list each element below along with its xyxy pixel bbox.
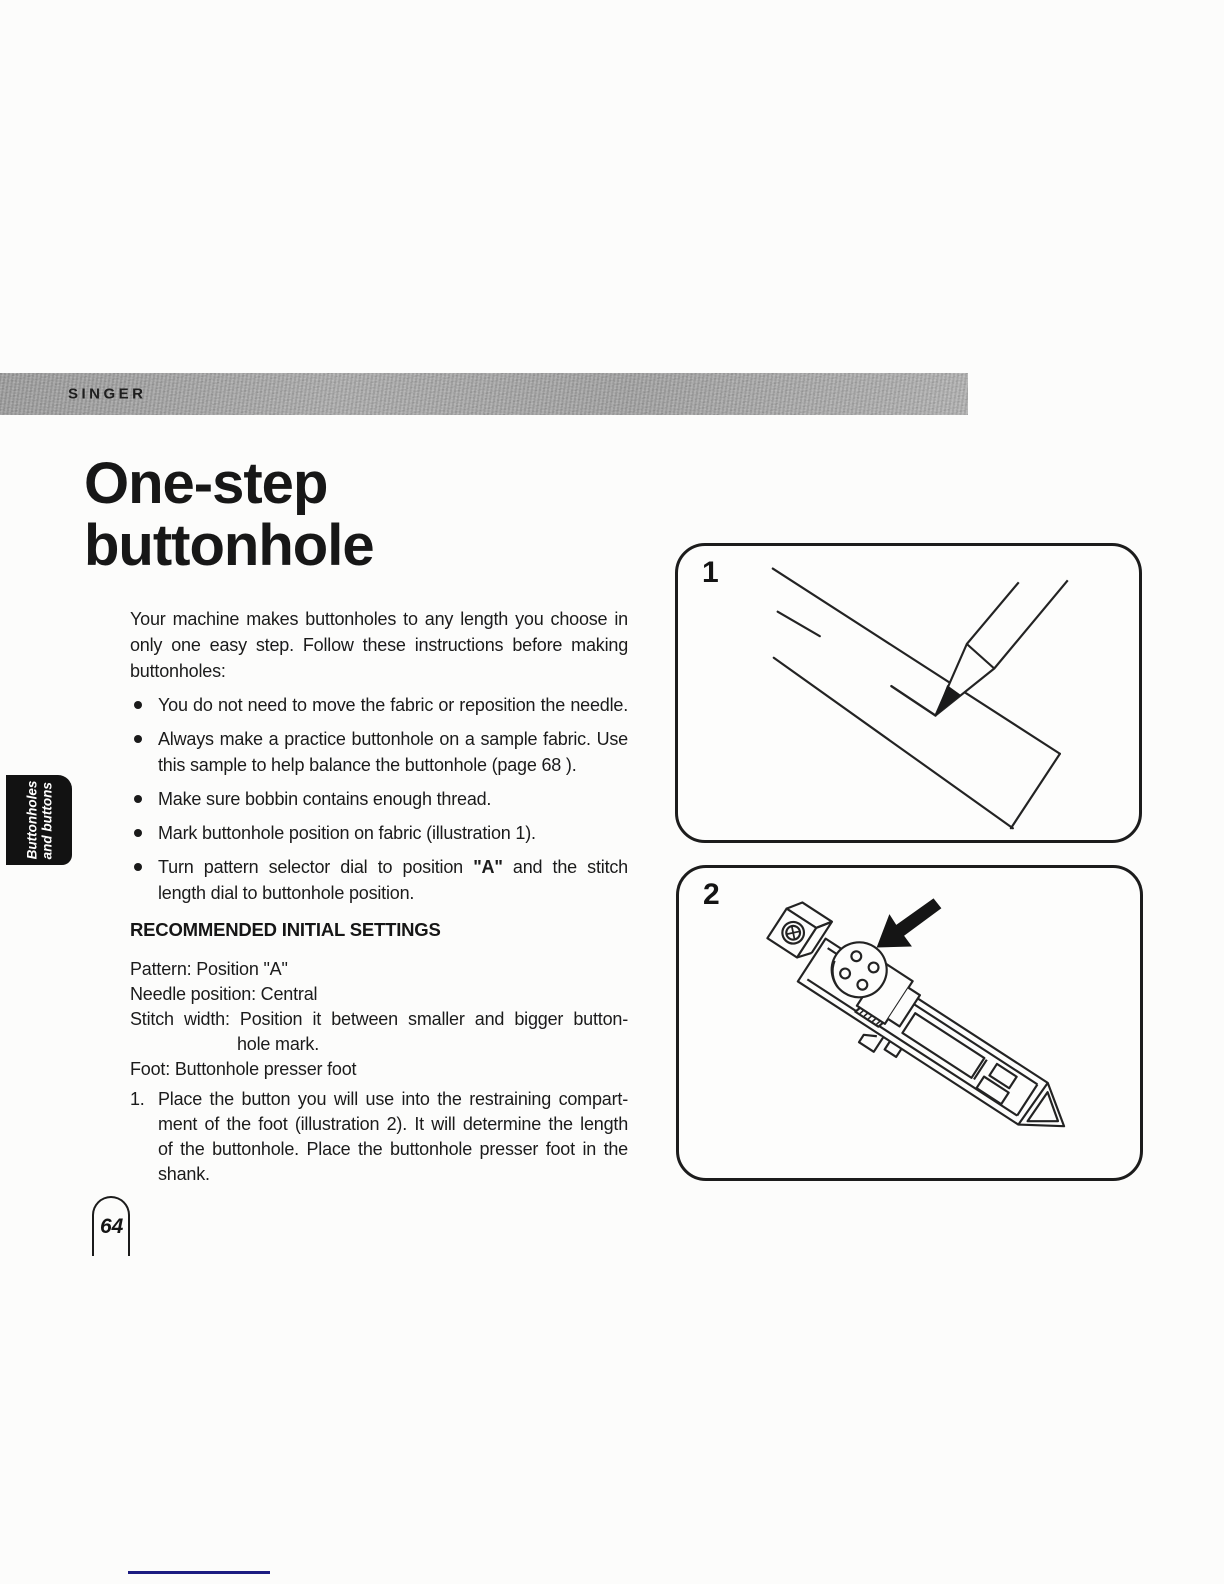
page-number: 64 bbox=[100, 1215, 124, 1238]
page-title bbox=[84, 453, 374, 577]
brand-logo-text: SINGER bbox=[68, 385, 147, 403]
figure-2-label: 2 bbox=[703, 878, 720, 911]
presser-foot-illustration bbox=[679, 868, 1140, 1178]
bullet-dot bbox=[134, 829, 142, 837]
fabric-marking-illustration bbox=[678, 546, 1139, 840]
bullet-item: Always make a practice buttonhole on a sample fabric. Use this sample to help balance the buttonhole (page 68 ). bbox=[130, 726, 628, 778]
arrow-icon bbox=[877, 898, 942, 947]
setting-stitch-width: Stitch width: Position it between smaller and bigger button- bbox=[130, 1009, 628, 1029]
step-number: 1. bbox=[130, 1089, 145, 1109]
bullet-item: Turn pattern selector dial to position "A" and the stitch length dial to buttonhole position. bbox=[130, 854, 628, 906]
setting-needle-position: Needle position: Central bbox=[130, 984, 318, 1004]
marking-line bbox=[891, 686, 935, 715]
sidebar-tab-label: Buttonholes and buttons bbox=[24, 780, 54, 860]
footer-accent-line bbox=[128, 1571, 270, 1574]
step-item: 1. Place the button you will use into the restraining compart- ment of the foot (illustration 2). It will determine the length of the buttonhole. Place the buttonhole presser foot in the shank. bbox=[130, 1087, 628, 1187]
figure-1-box bbox=[675, 543, 1142, 843]
figure-1-label: 1 bbox=[702, 556, 719, 589]
bullet-dot bbox=[134, 795, 142, 803]
bullet-item: Mark buttonhole position on fabric (illustration 1). bbox=[130, 820, 628, 846]
intro-paragraph: Your machine makes buttonholes to any length you choose in only one easy step. Follow these instructions before making buttonholes: bbox=[130, 609, 628, 681]
bullet-dot bbox=[134, 701, 142, 709]
presser-foot bbox=[747, 895, 1090, 1160]
bullet-item: You do not need to move the fabric or reposition the needle. bbox=[130, 692, 628, 718]
settings-list bbox=[130, 957, 628, 1082]
brand-banner bbox=[0, 373, 968, 415]
setting-stitch-width-wrap: hole mark. bbox=[237, 1034, 320, 1054]
page-title-line-1: One-step bbox=[84, 451, 328, 516]
bullet-list bbox=[130, 692, 628, 914]
bullet-dot bbox=[134, 863, 142, 871]
pencil-icon bbox=[935, 580, 1067, 715]
figure-2-box bbox=[676, 865, 1143, 1181]
setting-foot: Foot: Buttonhole presser foot bbox=[130, 1059, 357, 1079]
bullet-dot bbox=[134, 735, 142, 743]
page-title-line-2: buttonhole bbox=[84, 513, 374, 578]
bullet-item: Make sure bobbin contains enough thread. bbox=[130, 786, 628, 812]
sidebar-tab bbox=[6, 775, 72, 865]
setting-pattern: Pattern: Position "A" bbox=[130, 959, 288, 979]
page-number-badge bbox=[92, 1196, 130, 1256]
settings-heading: RECOMMENDED INITIAL SETTINGS bbox=[130, 919, 441, 940]
